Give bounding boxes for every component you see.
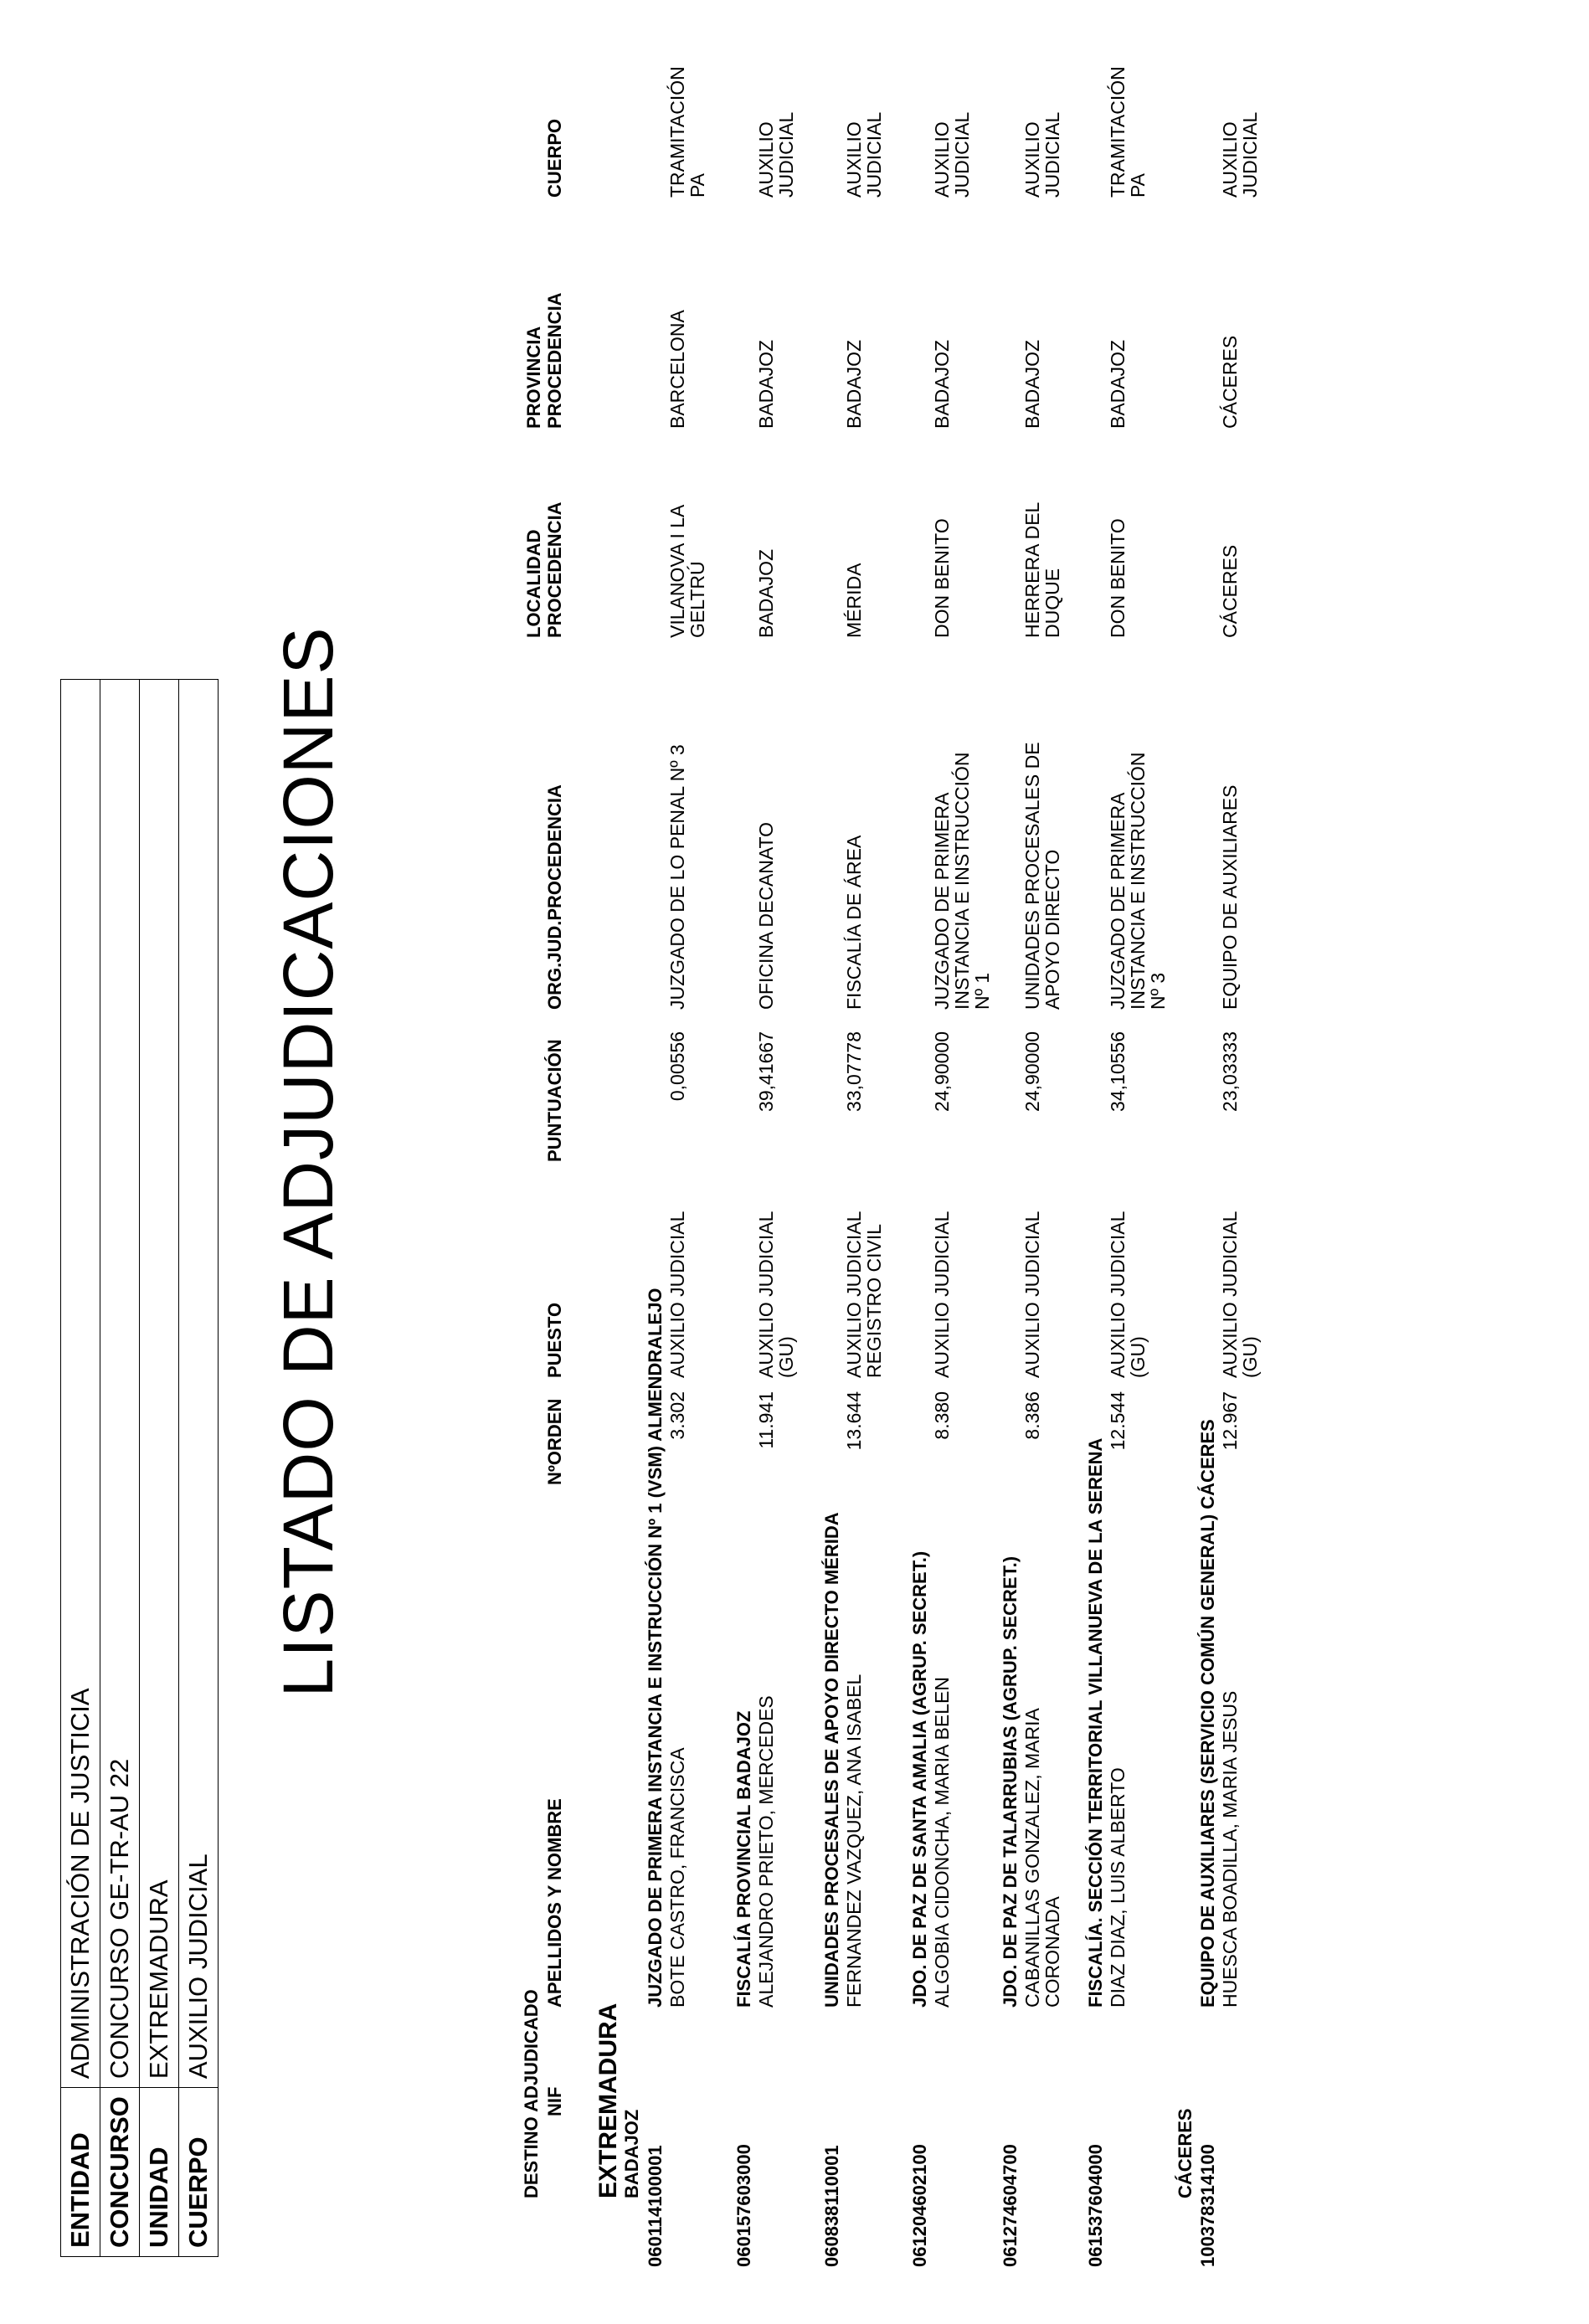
header-puesto: PUESTO (544, 1302, 565, 1378)
organo-cell: JUZGADO DE PRIMERA INSTANCIA E INSTRUCCIÓN Nº 3 (1107, 752, 1169, 1010)
info-label: CONCURSO (100, 2088, 140, 2257)
region-heading: EXTREMADURA (594, 2003, 622, 2198)
puntuacion-cell: 24,90000 (1021, 1031, 1043, 1112)
puesto-cell: AUXILIO JUDICIAL REGISTRO CIVIL (843, 1211, 885, 1378)
name-cell: ALGOBIA CIDONCHA, MARIA BELEN (931, 1677, 953, 2008)
puesto-cell: AUXILIO JUDICIAL (GU) (1219, 1211, 1261, 1378)
header-apellidos: APELLIDOS Y NOMBRE (544, 1798, 565, 2008)
organo-cell: JUZGADO DE LO PENAL Nº 3 (666, 744, 688, 1010)
header-cuerpo: CUERPO (544, 118, 565, 198)
organo-cell: FISCALÍA DE ÁREA (843, 835, 865, 1010)
provincia-cell: BADAJOZ (1107, 339, 1129, 429)
localidad-cell: BADAJOZ (755, 548, 777, 638)
cuerpo-cell: AUXILIO JUDICIAL (931, 111, 973, 198)
header-organo: ORG.JUD.PROCEDENCIA (544, 784, 565, 1010)
orden-cell: 12.967 (1219, 1391, 1241, 1451)
nif-code: 060114100001 (645, 2145, 666, 2267)
provincia-cell: BARCELONA (666, 310, 688, 429)
localidad-cell: MÉRIDA (843, 563, 865, 638)
provincia-cell: CÁCERES (1219, 335, 1241, 429)
puesto-cell: AUXILIO JUDICIAL (666, 1211, 688, 1378)
nif-code: 100378314100 (1197, 2144, 1218, 2267)
header-localidad: LOCALIDAD PROCEDENCIA (523, 501, 565, 638)
orden-cell: 3.302 (666, 1391, 688, 1440)
puesto-cell: AUXILIO JUDICIAL (931, 1211, 953, 1378)
orden-cell: 8.380 (931, 1391, 953, 1440)
organo-cell: UNIDADES PROCESALES DE APOYO DIRECTO (1021, 742, 1063, 1010)
page-title: LISTADO DE ADJUDICACIONES (269, 626, 347, 1698)
localidad-cell: DON BENITO (1107, 518, 1129, 638)
info-label: ENTIDAD (61, 2088, 100, 2257)
puesto-cell: AUXILIO JUDICIAL (GU) (1107, 1211, 1149, 1378)
organo-cell: OFICINA DECANATO (755, 821, 777, 1010)
destino-name: FISCALÍA. SECCIÓN TERRITORIAL VILLANUEVA DE LA SERENA (1085, 1437, 1106, 2008)
nif-code: 060838110001 (821, 2145, 842, 2267)
name-cell: ALEJANDRO PRIETO, MERCEDES (755, 1695, 777, 2008)
organo-cell: EQUIPO DE AUXILIARES (1219, 784, 1241, 1010)
orden-cell: 8.386 (1021, 1391, 1043, 1440)
name-cell: BOTE CASTRO, FRANCISCA (666, 1747, 688, 2008)
info-row (61, 680, 100, 2257)
destino-name: JDO. DE PAZ DE TALARRUBIAS (AGRUP. SECRET.) (1000, 1555, 1021, 2008)
localidad-cell: HERRERA DEL DUQUE (1021, 501, 1063, 638)
localidad-cell: CÁCERES (1219, 544, 1241, 638)
info-value: AUXILIO JUDICIAL (179, 680, 219, 2088)
info-value: ADMINISTRACIÓN DE JUSTICIA (61, 680, 100, 2088)
province-heading: BADAJOZ (621, 2109, 642, 2198)
nif-code: 061274604700 (1000, 2144, 1021, 2267)
info-row (140, 680, 179, 2257)
cuerpo-cell: AUXILIO JUDICIAL (1021, 111, 1063, 198)
provincia-cell: BADAJOZ (1021, 339, 1043, 429)
cuerpo-cell: TRAMITACIÓN PA (666, 66, 708, 198)
puntuacion-cell: 0,00556 (666, 1031, 688, 1102)
info-value: CONCURSO GE-TR-AU 22 (100, 680, 140, 2088)
provincia-cell: BADAJOZ (843, 339, 865, 429)
destino-name: JUZGADO DE PRIMERA INSTANCIA E INSTRUCCIÓN Nº 1 (VSM) ALMENDRALEJO (645, 1288, 666, 2008)
orden-cell: 11.941 (755, 1391, 777, 1449)
info-table (60, 679, 219, 2257)
name-cell: CABANILLAS GONZALEZ, MARIA CORONADA (1021, 1708, 1063, 2008)
province-heading: CÁCERES (1175, 2108, 1196, 2198)
destino-name: FISCALÍA PROVINCIAL BADAJOZ (733, 1710, 754, 2008)
provincia-cell: BADAJOZ (931, 339, 953, 429)
orden-cell: 12.544 (1107, 1391, 1129, 1451)
localidad-cell: DON BENITO (931, 518, 953, 638)
header-nif: NIF (544, 2086, 565, 2116)
cuerpo-cell: AUXILIO JUDICIAL (843, 111, 885, 198)
name-cell: DIAZ DIAZ, LUIS ALBERTO (1107, 1767, 1129, 2008)
puntuacion-cell: 23,03333 (1219, 1031, 1241, 1112)
cuerpo-cell: TRAMITACIÓN PA (1107, 66, 1149, 198)
info-label: UNIDAD (140, 2088, 179, 2257)
cuerpo-cell: AUXILIO JUDICIAL (1219, 111, 1261, 198)
localidad-cell: VILANOVA I LA GELTRÚ (666, 504, 708, 638)
header-destino: DESTINO ADJUDICADO (521, 1989, 542, 2198)
cuerpo-cell: AUXILIO JUDICIAL (755, 111, 797, 198)
info-value: EXTREMADURA (140, 680, 179, 2088)
header-puntuacion: PUNTUACIÓN (544, 1039, 565, 1162)
nif-code: 061204602100 (909, 2144, 930, 2267)
nif-code: 060157603000 (733, 2144, 754, 2267)
destino-name: EQUIPO DE AUXILIARES (SERVICIO COMÚN GENERAL) CÁCERES (1197, 1419, 1218, 2008)
puntuacion-cell: 39,41667 (755, 1031, 777, 1112)
orden-cell: 13.644 (843, 1391, 865, 1451)
puntuacion-cell: 33,07778 (843, 1031, 865, 1112)
puntuacion-cell: 34,10556 (1107, 1031, 1129, 1112)
destino-name: UNIDADES PROCESALES DE APOYO DIRECTO MÉRIDA (821, 1512, 842, 2008)
header-orden: NºORDEN (544, 1398, 565, 1485)
name-cell: FERNANDEZ VAZQUEZ, ANA ISABEL (843, 1674, 865, 2008)
puntuacion-cell: 24,90000 (931, 1031, 953, 1112)
destino-name: JDO. DE PAZ DE SANTA AMALIA (AGRUP. SECRET.) (909, 1550, 930, 2008)
nif-code: 061537604000 (1085, 2144, 1106, 2267)
name-cell: HUESCA BOADILLA, MARIA JESUS (1219, 1690, 1241, 2008)
provincia-cell: BADAJOZ (755, 339, 777, 429)
info-row (179, 680, 219, 2257)
info-row (100, 680, 140, 2257)
puesto-cell: AUXILIO JUDICIAL (GU) (755, 1211, 797, 1378)
header-provincia: PROVINCIA PROCEDENCIA (523, 292, 565, 429)
organo-cell: JUZGADO DE PRIMERA INSTANCIA E INSTRUCCIÓN Nº 1 (931, 752, 993, 1010)
info-label: CUERPO (179, 2088, 219, 2257)
puesto-cell: AUXILIO JUDICIAL (1021, 1211, 1043, 1378)
